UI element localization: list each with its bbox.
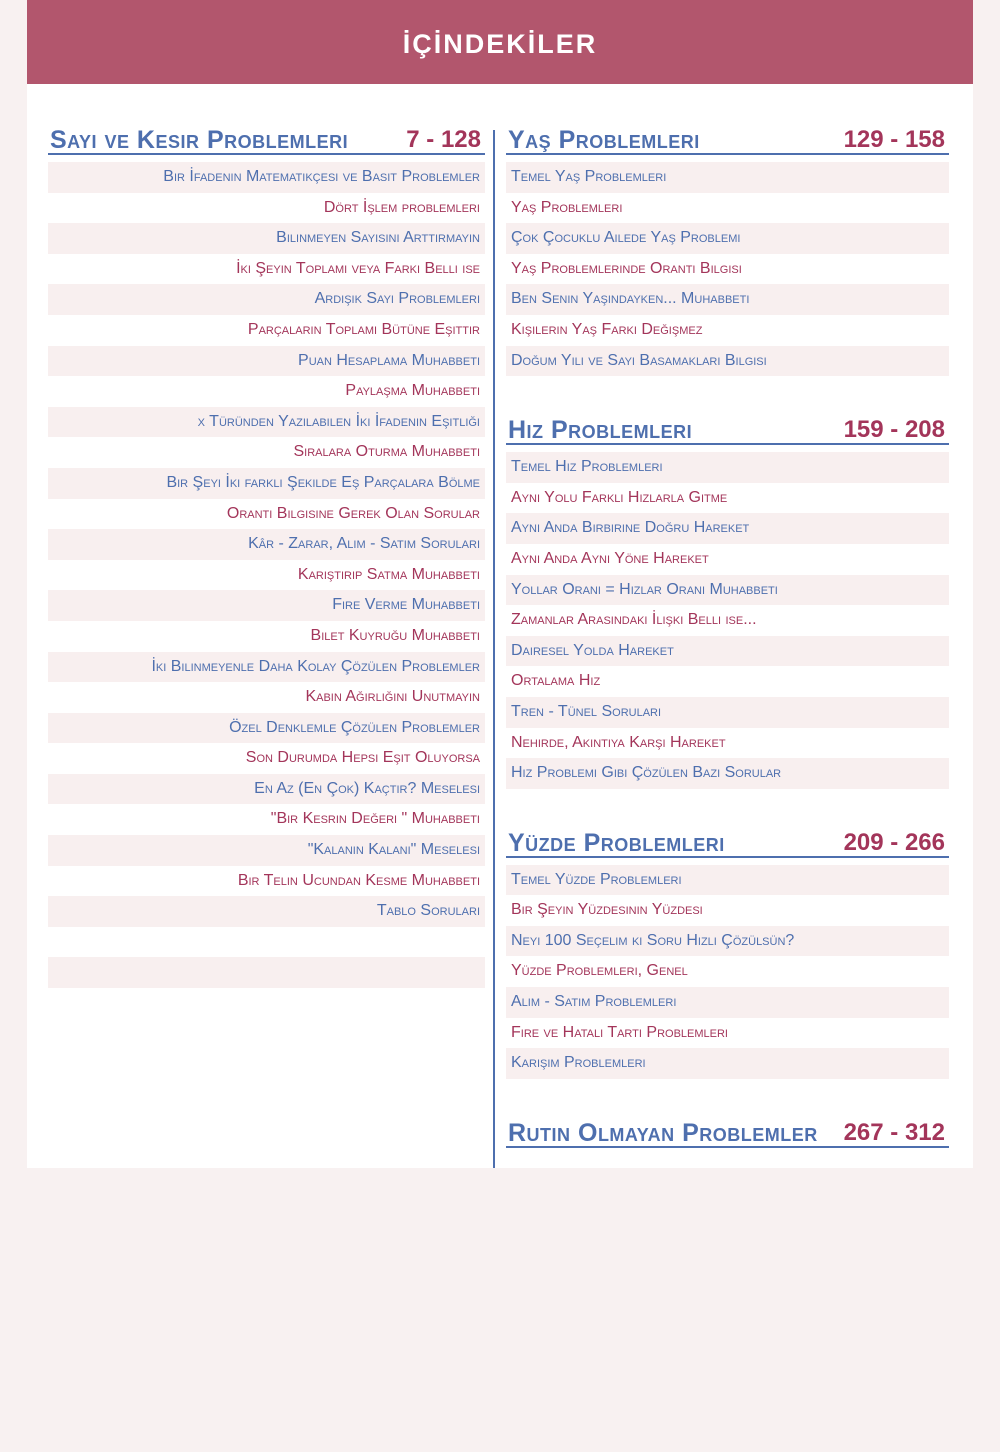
toc-entry[interactable]: Aynı Anda Birbirine Doğru Hareket [506, 513, 949, 544]
section-header [506, 1110, 949, 1148]
toc-entry[interactable]: Kişilerin Yaş Farkı Değişmez [511, 320, 703, 338]
toc-entry[interactable]: Doğum Yılı ve Sayı Basamakları Bilgisi [506, 346, 949, 377]
toc-entry[interactable]: Aynı Anda Aynı Yöne Hareket [511, 549, 709, 567]
toc-entry[interactable]: Ardışık Sayı Problemleri [48, 284, 485, 315]
section-title: Rutin Olmayan Problemler [508, 1118, 818, 1147]
toc-entry[interactable]: Hız Problemi Gibi Çözülen Bazı Sorular [506, 758, 949, 789]
section-page-range: 267 - 312 [843, 1118, 945, 1146]
toc-entry[interactable]: Temel Yaş Problemleri [506, 162, 949, 193]
toc-entry[interactable]: Kâr - Zarar, Alım - Satım Soruları [48, 529, 485, 560]
toc-right-column [506, 117, 949, 1148]
section-header [506, 117, 949, 155]
toc-entry[interactable]: Temel Hız Problemleri [506, 452, 949, 483]
toc-entry[interactable]: Yaş Problemlerinde Orantı Bilgisi [511, 259, 742, 277]
toc-entry[interactable]: Paylaşma Muhabbeti [345, 382, 480, 400]
toc-entry[interactable]: Fire Verme Muhabbeti [48, 590, 485, 621]
section-title: Hız Problemleri [508, 416, 693, 445]
section-page-range: 209 - 266 [843, 828, 945, 856]
toc-entry[interactable]: Bilinmeyen Sayısını Arttırmayın [48, 223, 485, 254]
column-divider [493, 130, 495, 1168]
section-spacer [506, 789, 949, 820]
section-header-sayi-kesir [48, 117, 485, 155]
toc-entry[interactable]: İki Şeyin Toplamı veya Farkı Belli ise [236, 259, 480, 277]
section-title: Yaş Problemleri [508, 126, 700, 154]
toc-entry[interactable]: Orantı Bilgisine Gerek Olan Sorular [226, 504, 480, 522]
section-page-range: 129 - 158 [843, 126, 945, 153]
toc-entry[interactable]: Aynı Yolu Farklı Hızlarla Gitme [511, 488, 728, 506]
toc-entry[interactable]: Temel Yüzde Problemleri [506, 865, 949, 896]
toc-entry[interactable]: "Kalanın Kalanı" Meselesi [48, 835, 485, 866]
section-spacer [506, 1079, 949, 1110]
toc-entry[interactable]: Tablo Soruları [48, 896, 485, 927]
toc-entry[interactable]: Ortalama Hız [511, 672, 601, 690]
toc-entry[interactable]: Bir Şeyi İki farklı Şekilde Eş Parçalara Bölme [48, 468, 485, 499]
section-title: Yüzde Problemleri [508, 828, 725, 857]
toc-entry[interactable]: Fire ve Hatalı Tartı Problemleri [511, 1023, 728, 1041]
toc-entry[interactable]: Tren - Tünel Soruları [506, 697, 949, 728]
toc-entry[interactable]: Dört İşlem problemleri [323, 198, 480, 216]
section-page-range: 159 - 208 [843, 416, 945, 444]
toc-left-column [48, 117, 485, 988]
toc-entry[interactable]: Sıralara Oturma Muhabbeti [293, 443, 480, 461]
toc-entry[interactable]: Kabın Ağırlığını Unutmayın [305, 688, 480, 706]
toc-entry[interactable]: Zamanlar Arasındaki İlişki Belli ise... [511, 611, 757, 629]
section-header [506, 407, 949, 445]
toc-entry[interactable]: Neyi 100 Seçelim ki Soru Hızlı Çözülsün? [506, 926, 949, 957]
toc-entry[interactable]: Puan Hesaplama Muhabbeti [48, 346, 485, 377]
toc-entry[interactable] [48, 957, 485, 988]
toc-entry[interactable]: Bir Şeyin Yüzdesinin Yüzdesi [511, 901, 703, 919]
toc-entry[interactable]: En Az (En Çok) Kaçtır? Meselesi [48, 774, 485, 805]
page-title: İÇİNDEKİLER [402, 28, 598, 59]
toc-entry[interactable]: Bir Telin Ucundan Kesme Muhabbeti [237, 871, 480, 889]
toc-entry[interactable]: "Bir Kesrin Değeri " Muhabbeti [270, 810, 480, 828]
toc-entry[interactable]: Dairesel Yolda Hareket [506, 636, 949, 667]
header-banner [27, 0, 973, 84]
toc-entry[interactable]: Yollar Oranı = Hızlar Oranı Muhabbeti [506, 575, 949, 606]
section-entries [506, 858, 949, 1079]
toc-entry[interactable]: Nehirde, Akıntıya Karşı Hareket [511, 733, 726, 751]
toc-entry[interactable]: Bir İfadenin Matematikçesi ve Basit Problemler [48, 162, 485, 193]
section-header [506, 820, 949, 858]
toc-entry[interactable]: Parçaların Toplamı Bütüne Eşittir [247, 320, 480, 338]
toc-entry[interactable]: Çok Çocuklu Ailede Yaş Problemi [506, 223, 949, 254]
toc-entry[interactable]: Ben Senin Yaşındayken... Muhabbeti [506, 284, 949, 315]
section-entries [48, 155, 485, 988]
section-title: Sayı ve Kesir Problemleri [50, 126, 349, 154]
toc-entry[interactable]: Bilet Kuyruğu Muhabbeti [310, 626, 480, 644]
toc-entry[interactable]: Karıştırıp Satma Muhabbeti [297, 565, 480, 583]
section-page-range: 7 - 128 [406, 126, 481, 153]
toc-entry[interactable]: Yüzde Problemleri, Genel [511, 962, 688, 980]
toc-entry[interactable] [48, 927, 485, 958]
section-entries [506, 155, 949, 376]
toc-entry[interactable]: İki Bilinmeyenle Daha Kolay Çözülen Problemler [48, 652, 485, 683]
section-entries [506, 445, 949, 789]
toc-entry[interactable]: Son Durumda Hepsi Eşit Oluyorsa [245, 749, 480, 767]
toc-entry[interactable]: x Türünden Yazılabilen İki İfadenin Eşitliği [48, 407, 485, 438]
toc-entry[interactable]: Yaş Problemleri [511, 198, 623, 216]
toc-entry[interactable]: Karışım Problemleri [506, 1048, 949, 1079]
toc-entry[interactable]: Özel Denklemle Çözülen Problemler [48, 713, 485, 744]
section-spacer [506, 376, 949, 407]
toc-entry[interactable]: Alım - Satım Problemleri [506, 987, 949, 1018]
